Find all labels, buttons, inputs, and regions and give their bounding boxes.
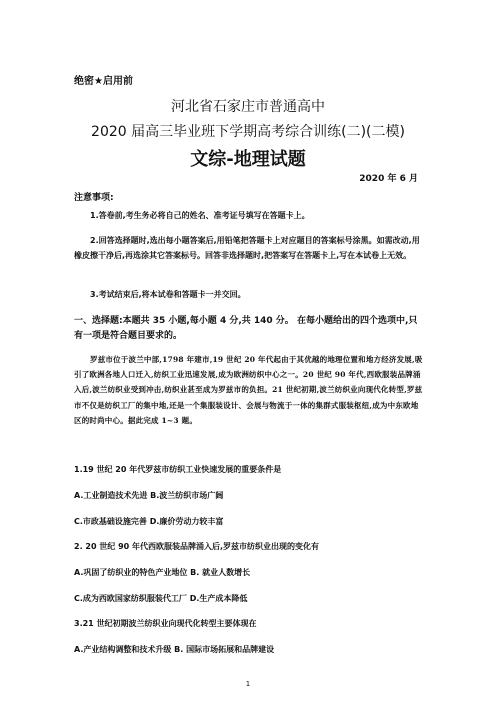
question-3-stem: 3.21 世纪初期波兰纺织业向现代化转型主要体现在 <box>74 619 257 628</box>
notice-item-2: 2.回答选择题时,选出每小题答案后,用铅笔把答题卡上对应题目的答案标号涂黑。如需改动,用橡皮擦干净后,再选涂其它答案标号。回答非选择题时,把答案写在答题卡上,写在本试卷上无效。 <box>74 236 420 260</box>
question-2-options-cd: C.成为西欧国家纺织服装代工厂 D.生产成本降低 <box>74 594 248 603</box>
reading-passage: 罗兹市位于波兰中部,1798 年建市,19 世纪 20 年代起由于其优越的地理位置和地方经济发展,吸引了欧洲各地人口迁入,纺织工业迅速发展,成为欧洲纺织中心之一。20 世纪 90 年代,西欧服装品牌涌入后,波兰纺织业受到冲击,纺织业甚至成为罗兹市的负担。21 世纪初期,波兰纺织业向现代化转型,罗兹市不仅是纺织工厂的集中地,还是一个集服装设计、会展与物流于一体的集群式服装枢纽,成为中东欧地区的时尚中心。据此完成 1~3 题。 <box>74 355 423 425</box>
notice-heading: 注意事项: <box>74 193 114 203</box>
notice-item-1: 1.答卷前,考生务必将自己的姓名、准考证号填写在答题卡上。 <box>90 211 310 220</box>
confidential-label: 绝密★启用前 <box>74 76 133 87</box>
question-1-stem: 1.19 世纪 20 年代罗兹市纺织工业快速发展的重要条件是 <box>74 465 282 474</box>
subject-title: 文综-地理试题 <box>190 149 306 170</box>
exam-date: 2020 年 6 月 <box>359 174 418 184</box>
question-1-options-cd: C.市政基础设施完善 D.廉价劳动力较丰富 <box>74 517 224 526</box>
page-number: 1 <box>245 680 251 688</box>
question-1-options-ab: A.工业制造技术先进 B.波兰纺织市场广阔 <box>74 491 224 500</box>
question-2-options-ab: A.巩固了纺织业的特色产业地位 B. 就业人数增长 <box>74 568 251 577</box>
exam-title: 2020 届高三毕业班下学期高考综合训练(二)(二模) <box>91 124 405 140</box>
section-instruction: 一、选择题:本题共 35 小题,每小题 4 分,共 140 分。 在每小题给出的四个选项中,只有一项是符合题目要求的。 <box>74 316 418 341</box>
question-2-stem: 2. 20 世纪 90 年代西欧服装品牌涌入后,罗兹市纺织业出现的变化有 <box>74 542 320 551</box>
notice-item-3: 3.考试结束后,将本试卷和答题卡一并交回。 <box>90 290 246 299</box>
school-title: 河北省石家庄市普通高中 <box>171 99 325 115</box>
question-3-options-ab: A.产业结构调整和技术升级 B. 国际市场拓展和品牌建设 <box>74 645 275 654</box>
